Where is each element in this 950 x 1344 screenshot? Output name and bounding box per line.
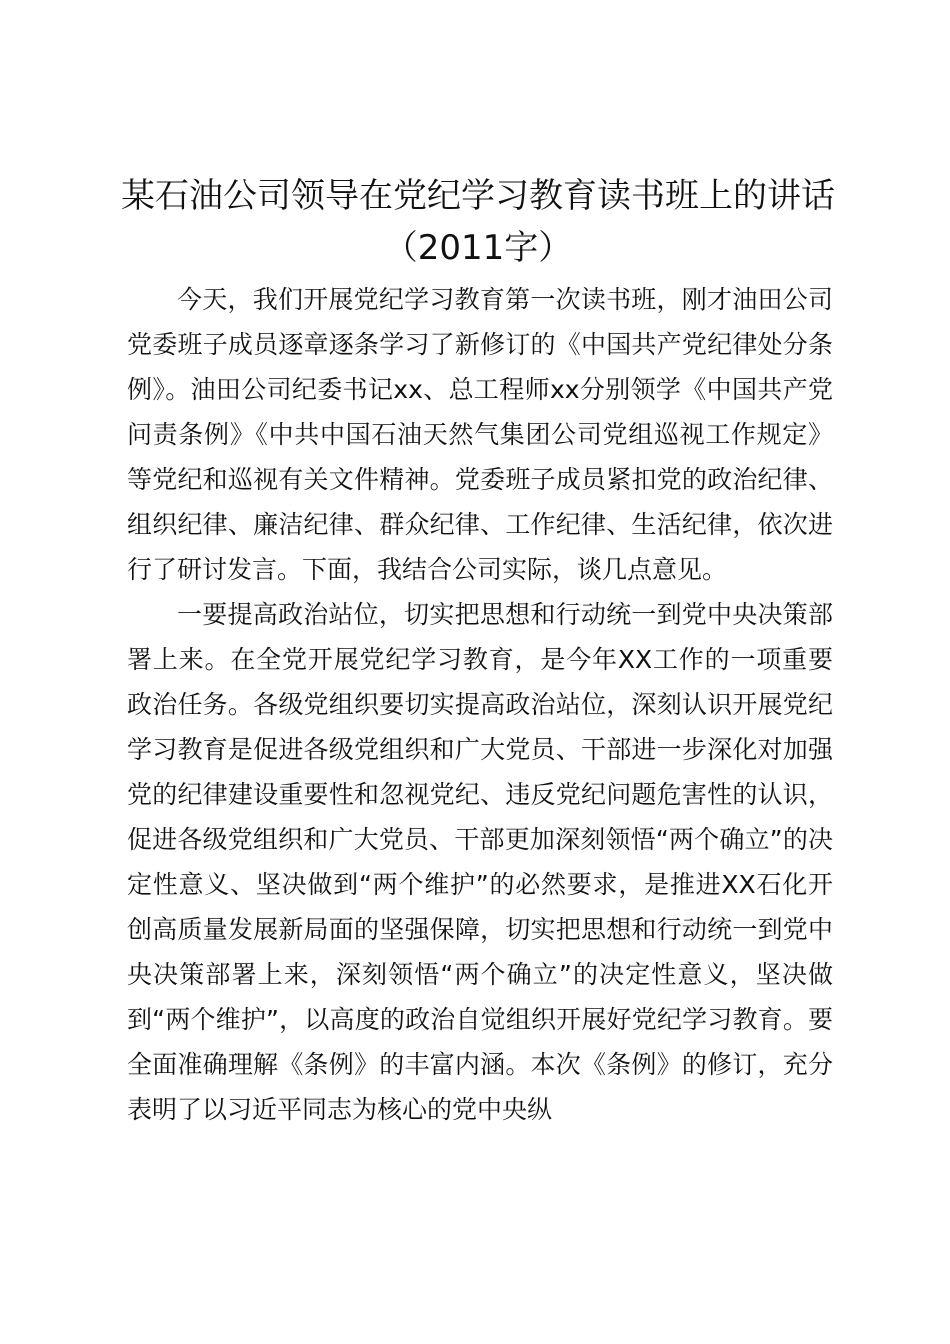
- paragraph-intro: 今天，我们开展党纪学习教育第一次读书班，刚才油田公司党委班子成员逐章逐条学习了新修订的《中国共产党纪律处分条例》。油田公司纪委书记xx、总工程师xx分别领学《中国共产党问责条例》《中共中国石油天然气集团公司党组巡视工作规定》等党纪和巡视有关文件精神。党委班子成员紧扣党的政治纪律、组织纪律、廉洁纪律、群众纪律、工作纪律、生活纪律，依次进行了研讨发言。下面，我结合公司实际，谈几点意见。: [127, 285, 833, 584]
- document-title: 某石油公司领导在党纪学习教育读书班上的讲话（2011字）: [121, 176, 835, 268]
- paragraph-point-one: 一要提高政治站位，切实把思想和行动统一到党中央决策部署上来。在全党开展党纪学习教育，是今年XX工作的一项重要政治任务。各级党组织要切实提高政治站位，深刻认识开展党纪学习教育是促进各级党组织和广大党员、干部进一步深化对加强党的纪律建设重要性和忽视党纪、违反党纪问题危害性的认识，促进各级党组织和广大党员、干部更加深刻领悟“两个确立”的决定性意义、坚决做到“两个维护”的必然要求，是推进XX石化开创高质量发展新局面的坚强保障，切实把思想和行动统一到党中央决策部署上来，深刻领悟“两个确立”的决定性意义，坚决做到“两个维护”，以高度的政治自觉组织开展好党纪学习教育。要全面准确理解《条例》的丰富内涵。本次《条例》的修订，充分表明了以习近平同志为核心的党中央纵: [127, 600, 833, 1124]
- document-body: [127, 277, 833, 1132]
